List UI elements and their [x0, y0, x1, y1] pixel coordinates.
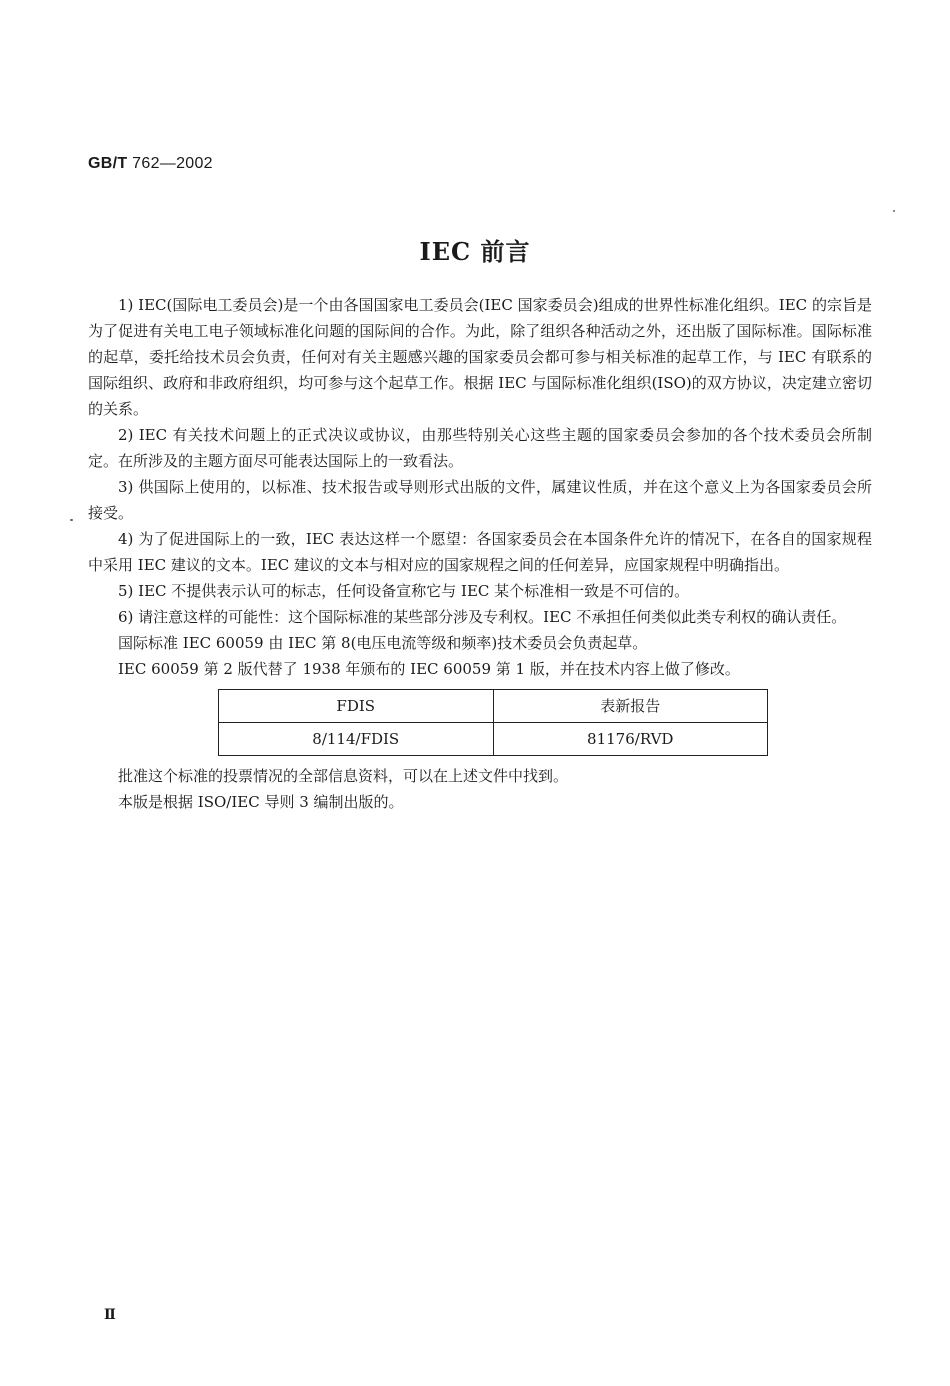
- table-row: [219, 723, 768, 756]
- paragraph-8: IEC 60059 第 2 版代替了 1938 年颁布的 IEC 60059 第 1 版，并在技术内容上做了修改。: [118, 660, 740, 678]
- paragraph-2: 2) IEC 有关技术问题上的正式决议或协议，由那些特别关心这些主题的国家委员会参加的各个技术委员会所制定。在所涉及的主题方面尽可能表达国际上的一致看法。: [88, 426, 872, 470]
- standard-number: 762—2002: [132, 155, 213, 172]
- scan-speck: [70, 519, 73, 521]
- paragraph-4: 4) 为了促进国际上的一致，IEC 表达这样一个愿望：各国家委员会在本国条件允许的情况下，在各自的国家规程中采用 IEC 建议的文本。IEC 建议的文本与相对应的国家规程之间的任何差异，应国家规程中明确指出。: [88, 530, 872, 574]
- standard-prefix: GB/T: [88, 155, 128, 172]
- paragraph-after-table-2: 本版是根据 ISO/IEC 导则 3 编制出版的。: [118, 793, 404, 811]
- page-number: Ⅱ: [104, 1307, 116, 1323]
- page-title: IEC 前言: [419, 237, 531, 266]
- standard-code: [88, 155, 213, 173]
- paragraph-7: 国际标准 IEC 60059 由 IEC 第 8(电压电流等级和频率)技术委员会负责起草。: [118, 634, 648, 652]
- document-body: [88, 292, 872, 815]
- paragraph-5: 5) IEC 不提供表示认可的标志，任何设备宣称它与 IEC 某个标准相一致是不可信的。: [118, 582, 690, 600]
- paragraph-3: 3) 供国际上使用的，以标准、技术报告或导则形式出版的文件，属建议性质，并在这个意义上为各国家委员会所接受。: [88, 478, 872, 522]
- paragraph-after-table-1: 批准这个标准的投票情况的全部信息资料，可以在上述文件中找到。: [118, 767, 569, 785]
- table-cell: 8/114/FDIS: [219, 723, 494, 756]
- table-cell: 81176/RVD: [493, 723, 768, 756]
- voting-table: [218, 689, 768, 756]
- table-header-cell: 表新报告: [493, 690, 768, 723]
- scan-speck: [893, 210, 895, 212]
- paragraph-6: 6) 请注意这样的可能性：这个国际标准的某些部分涉及专利权。IEC 不承担任何类似此类专利权的确认责任。: [118, 608, 847, 626]
- table-header-row: [219, 690, 768, 723]
- table-header-cell: FDIS: [219, 690, 494, 723]
- paragraph-1: 1) IEC(国际电工委员会)是一个由各国国家电工委员会(IEC 国家委员会)组成的世界性标准化组织。IEC 的宗旨是为了促进有关电工电子领域标准化问题的国际间的合作。为此，除了组织各种活动之外，还出版了国际标准。国际标准的起草，委托给技术员会负责，任何对有关主题感兴趣的国家委员会都可参与相关标准的起草工作，与 IEC 有联系的国际组织、政府和非政府组织，均可参与这个起草工作。根据 IEC 与国际标准化组织(ISO)的双方协议，决定建立密切的关系。: [88, 296, 872, 418]
